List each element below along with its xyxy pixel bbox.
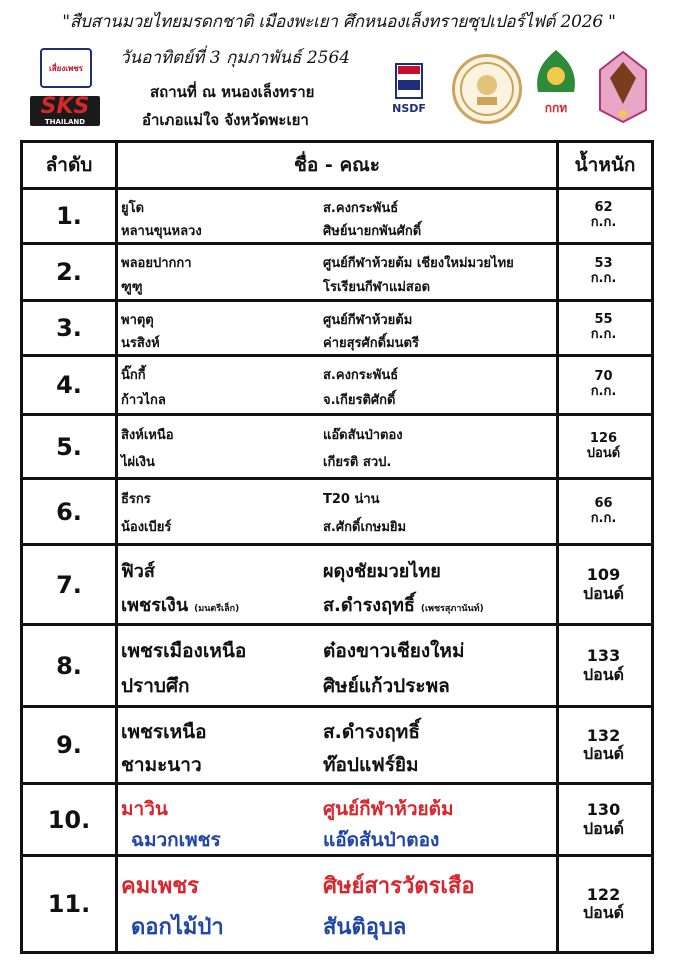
fighter-a-camp: ศูนย์กีฬาห้วยต้ม bbox=[323, 313, 413, 328]
fighter-b-name-text: ไผ่เงิน bbox=[121, 455, 155, 470]
weight-unit: ก.ก. bbox=[590, 271, 617, 286]
weight-cell bbox=[556, 785, 651, 854]
fighter-b-camp bbox=[323, 750, 419, 780]
table-row bbox=[23, 785, 651, 857]
table-row bbox=[23, 626, 651, 708]
weight-value: 130 bbox=[586, 800, 621, 820]
weight-unit: ก.ก. bbox=[590, 327, 617, 342]
fighter-a-name: ฟิวส์ bbox=[121, 561, 155, 582]
fighter-b-camp bbox=[323, 451, 391, 472]
fighter-b-camp-text: ส.ศักดิ์เกษมยิม bbox=[323, 520, 407, 535]
table-row bbox=[23, 357, 651, 416]
fighter-b-name-text: ก้าวไกล bbox=[121, 393, 166, 408]
sports-authority-logo bbox=[528, 46, 584, 122]
fight-card-table bbox=[20, 140, 654, 954]
weight-value: 70 bbox=[594, 369, 613, 385]
bout-number: 5. bbox=[56, 432, 82, 461]
fighter-a-name: สิงห์เหนือ bbox=[121, 428, 174, 443]
poster-header bbox=[0, 0, 678, 140]
fighter-b-name-text: ดอกไม้ป่า bbox=[131, 915, 224, 940]
fighter-b-camp-text: ศิษย์แก้วประพล bbox=[323, 675, 450, 697]
weight-unit: ปอนด์ bbox=[582, 664, 625, 684]
weight-cell bbox=[556, 708, 651, 782]
table-row bbox=[23, 480, 651, 546]
fighter-b-camp bbox=[323, 389, 395, 410]
fighter-b-camp bbox=[323, 825, 439, 855]
fighter-a-name: เพชรเมืองเหนือ bbox=[121, 640, 247, 662]
weight-cell bbox=[556, 357, 651, 413]
weight-value: 122 bbox=[586, 884, 621, 904]
fighter-b-nickname: (มนตรีเล็ก) bbox=[194, 604, 240, 614]
weight-unit: ปอนด์ bbox=[582, 744, 625, 763]
fighter-b-camp bbox=[323, 220, 421, 241]
bout-number: 4. bbox=[56, 371, 82, 399]
weight-value: 53 bbox=[594, 256, 613, 272]
fighter-b-camp bbox=[323, 276, 430, 297]
sks-logo: SKS THAILAND bbox=[30, 96, 100, 126]
fighter-b-name bbox=[121, 451, 155, 472]
fighter-b-name-text: ชามะนาว bbox=[121, 754, 202, 776]
fighter-a-camp: ศูนย์กีฬาห้วยต้ม bbox=[323, 798, 454, 820]
weight-unit: ปอนด์ bbox=[582, 583, 625, 603]
fighter-b-name bbox=[121, 276, 143, 297]
fighter-a-name: เพชรเหนือ bbox=[121, 721, 207, 743]
fighter-a-camp: แอ๊ดสันป่าตอง bbox=[323, 428, 403, 443]
fighter-a-camp: ต๋องขาวเชียงใหม่ bbox=[323, 640, 465, 662]
event-venue: สถานที่ ณ หนองเล็งทราย bbox=[150, 83, 315, 101]
weight-value: 66 bbox=[594, 495, 613, 511]
weight-unit: ก.ก. bbox=[590, 215, 617, 230]
royal-seal-icon bbox=[452, 54, 522, 124]
table-row bbox=[23, 245, 651, 302]
weight-value: 132 bbox=[586, 725, 621, 745]
fighter-b-name bbox=[121, 671, 190, 701]
weight-cell bbox=[556, 190, 651, 242]
fighter-b-name bbox=[121, 220, 202, 241]
fighter-b-camp bbox=[323, 671, 450, 701]
bout-number: 8. bbox=[56, 651, 82, 680]
fighter-b-name-text: หลานขุนหลวง bbox=[121, 224, 202, 239]
table-row bbox=[23, 708, 651, 785]
fighter-b-name bbox=[121, 590, 239, 619]
weight-cell bbox=[556, 546, 651, 623]
weight-unit: ปอนด์ bbox=[582, 818, 625, 838]
crest-logo bbox=[594, 48, 652, 126]
weight-value: 62 bbox=[594, 200, 613, 216]
promoter-logo: เสี่ยงเพชร bbox=[40, 48, 92, 88]
table-row bbox=[23, 857, 651, 951]
weight-cell bbox=[556, 416, 651, 477]
col-weight-header: น้ำหนัก bbox=[574, 154, 636, 176]
fighter-a-name: ยูโด bbox=[121, 201, 145, 216]
fighter-b-camp-text: ศิษย์นายกพันศักดิ์ bbox=[323, 224, 422, 239]
fighter-b-camp-text: โรเรียนกีฬาแม่สอด bbox=[323, 280, 431, 295]
fighter-a-camp: ส.ดำรงฤทธิ์ bbox=[323, 721, 420, 743]
fighter-b-camp-note: (เพชรสุภานันท์) bbox=[420, 604, 484, 614]
bout-number: 7. bbox=[56, 570, 82, 599]
svg-text:NSDF: NSDF bbox=[392, 102, 426, 115]
fighter-b-name-text: ฉมวกเพชร bbox=[131, 829, 221, 851]
weight-cell bbox=[556, 626, 651, 705]
weight-value: 133 bbox=[586, 646, 621, 666]
fighter-b-camp-text: สันติอุบล bbox=[323, 915, 407, 940]
svg-text:กกท: กกท bbox=[544, 101, 568, 115]
table-row bbox=[23, 302, 651, 357]
event-title: "สืบสานมวยไทยมรดกชาติ เมืองพะเยา ศึกหนองเล็งทรายซุปเปอร์ไฟต์ 2026 " bbox=[62, 12, 616, 32]
fighter-b-name bbox=[121, 516, 171, 537]
fighter-b-camp-text: แอ๊ดสันป่าตอง bbox=[323, 829, 440, 851]
bout-number: 6. bbox=[56, 497, 82, 526]
event-date: วันอาทิตย์ที่ 3 กุมภาพันธ์ 2564 bbox=[120, 48, 351, 68]
table-row bbox=[23, 190, 651, 245]
fighter-b-camp-text: ท๊อปแฟร์ยิม bbox=[323, 754, 419, 776]
bout-number: 2. bbox=[56, 258, 82, 286]
weight-unit: ก.ก. bbox=[590, 384, 617, 399]
bout-number: 1. bbox=[56, 202, 82, 230]
weight-cell bbox=[556, 480, 651, 543]
weight-value: 109 bbox=[586, 565, 621, 585]
fighter-b-name-text: นรสิงห์ bbox=[121, 336, 160, 351]
fighter-b-name bbox=[121, 389, 166, 410]
col-name-header: ชื่อ - คณะ bbox=[294, 154, 380, 176]
fighter-b-camp bbox=[323, 590, 484, 619]
bout-number: 9. bbox=[56, 731, 82, 759]
fighter-a-name: นิ๊กกี้ bbox=[121, 368, 146, 383]
bout-number: 3. bbox=[56, 314, 82, 342]
fighter-b-camp-text: เกียรติ สวป. bbox=[323, 455, 392, 470]
bout-number: 10. bbox=[47, 805, 91, 834]
table-row bbox=[23, 416, 651, 480]
fighter-b-camp-text: จ.เกียรติศักดิ์ bbox=[323, 393, 396, 408]
fighter-b-camp bbox=[323, 516, 406, 537]
nsdf-logo bbox=[384, 62, 434, 118]
fighter-b-name bbox=[121, 750, 202, 780]
event-district: อำเภอแม่ใจ จังหวัดพะเยา bbox=[142, 111, 309, 129]
fighter-b-name bbox=[131, 909, 224, 944]
fighter-a-camp: T20 น่าน bbox=[323, 492, 380, 507]
weight-unit: ปอนด์ bbox=[582, 903, 625, 922]
fighter-a-camp: ศิษย์สารวัตรเสือ bbox=[323, 874, 475, 899]
col-order-header: ลำดับ bbox=[45, 154, 93, 176]
fighter-a-name: คมเพชร bbox=[121, 874, 199, 899]
fighter-b-name bbox=[131, 825, 221, 855]
fighter-a-camp: ผดุงชัยมวยไทย bbox=[323, 561, 441, 582]
fighter-b-name-text: ฑูฑู bbox=[121, 280, 143, 295]
weight-unit: ก.ก. bbox=[590, 510, 617, 526]
weight-cell bbox=[556, 857, 651, 951]
weight-cell bbox=[556, 245, 651, 299]
fighter-b-name-text: ปราบศึก bbox=[121, 675, 190, 697]
fighter-b-camp bbox=[323, 909, 406, 944]
fighter-a-camp: ส.คงกระพันธ์ bbox=[323, 201, 399, 216]
fighter-b-name bbox=[121, 332, 160, 353]
fighter-a-camp: ส.คงกระพันธ์ bbox=[323, 368, 399, 383]
bout-number: 11. bbox=[47, 890, 91, 918]
fighter-a-name: พาตุตุ bbox=[121, 313, 154, 328]
fighter-b-camp bbox=[323, 332, 419, 353]
fighter-b-camp-text: ค่ายสุรศักดิ์มนตรี bbox=[323, 336, 419, 351]
fighter-a-camp: ศูนย์กีฬาห้วยต้ม เชียงใหม่มวยไทย bbox=[323, 256, 514, 271]
weight-value: 55 bbox=[594, 312, 613, 328]
fighter-a-name: พลอยปากกา bbox=[121, 256, 192, 271]
fighter-a-name: ธีรกร bbox=[121, 492, 151, 507]
fighter-b-name-text: น้องเบียร์ bbox=[121, 520, 172, 535]
fighter-b-name-text: เพชรเงิน bbox=[121, 595, 189, 616]
weight-cell bbox=[556, 302, 651, 354]
weight-unit: ปอนด์ bbox=[586, 445, 621, 461]
fighter-a-name: มาวิน bbox=[121, 798, 168, 820]
fighter-b-camp-text: ส.ดำรงฤทธิ์ bbox=[323, 595, 415, 616]
weight-value: 126 bbox=[589, 430, 618, 446]
table-row bbox=[23, 546, 651, 626]
